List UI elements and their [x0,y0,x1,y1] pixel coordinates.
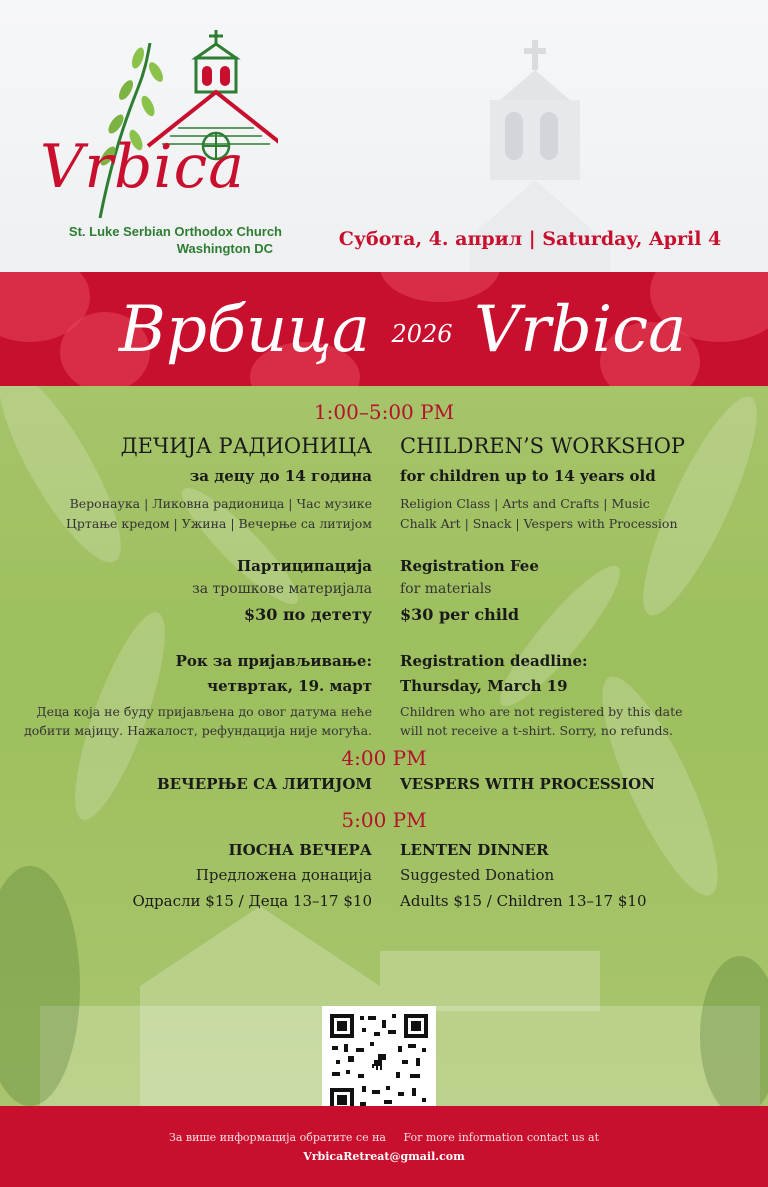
workshop-title-en: CHILDREN’S WORKSHOP [400,434,686,458]
deadline-note-en-2: will not receive a t-shirt. Sorry, no refunds. [400,723,673,738]
workshop-title-sr: ДЕЧИЈА РАДИОНИЦА [120,434,372,458]
fee-desc-sr: за трошкове материјала [192,581,372,597]
contact-text-sr: За више информација обратите се на [168,1131,386,1144]
title-year: 2026 [391,320,453,348]
footer-contact [0,1131,768,1144]
activities-sr-2: Цртање кредом | Ужина | Вечерње са литијом [66,516,372,531]
donation-label-en: Suggested Donation [400,866,555,884]
workshop-age-sr: за децу до 14 година [189,467,372,485]
deadline-date-en: Thursday, March 19 [400,677,568,695]
logo-wordmark: Vrbica [40,132,245,202]
workshop-age-en: for children up to 14 years old [400,467,656,485]
vespers-title-sr: ВЕЧЕРЊЕ СА ЛИТИЈОМ [156,775,372,793]
church-location: Washington DC [176,241,273,256]
title-cyrillic: Врбица [118,293,370,367]
donation-label-sr: Предложена донација [195,866,372,884]
activities-en-2: Chalk Art | Snack | Vespers with Procession [400,516,678,531]
dinner-title-en: LENTEN DINNER [400,841,549,859]
fee-title-sr: Партиципација [236,557,372,575]
event-date: Субота, 4. април | Saturday, April 4 [338,228,722,250]
dinner-time: 5:00 PM [341,808,427,832]
vespers-time: 4:00 PM [341,746,427,770]
fee-amount-en: $30 per child [400,605,520,624]
deadline-title-en: Registration deadline: [400,652,588,670]
fee-title-en: Registration Fee [400,557,539,575]
dinner-prices-en: Adults $15 / Children 13–17 $10 [400,892,647,910]
deadline-title-sr: Рок за пријављивање: [175,652,372,670]
footer [0,1106,768,1187]
church-name: St. Luke Serbian Orthodox Church [68,224,282,239]
deadline-note-en-1: Children who are not registered by this date [400,704,683,719]
deadline-note-sr-1: Деца која не буду пријављена до овог датума неће [36,704,372,719]
fee-amount-sr: $30 по детету [243,605,372,624]
title-latin: Vrbica [474,293,687,367]
vespers-title-en: VESPERS WITH PROCESSION [400,775,655,793]
dinner-prices-sr: Одрасли $15 / Деца 13–17 $10 [132,892,372,910]
qr-code-icon [322,1006,436,1120]
qr-code[interactable] [322,1006,436,1120]
deadline-date-sr: четвртак, 19. март [207,677,372,695]
fee-desc-en: for materials [400,581,492,597]
contact-email[interactable]: VrbicaRetreat@gmail.com [303,1150,465,1163]
activities-en-1: Religion Class | Arts and Crafts | Music [400,496,650,511]
dinner-title-sr: ПОСНА ВЕЧЕРА [228,841,372,859]
workshop-time: 1:00–5:00 PM [313,400,455,424]
activities-sr-1: Веронаука | Ликовна радионица | Час музике [69,496,372,511]
deadline-note-sr-2: добити мајицу. Нажалост, рефундација није могућа. [24,723,372,738]
contact-text-en: For more information contact us at [403,1131,600,1144]
